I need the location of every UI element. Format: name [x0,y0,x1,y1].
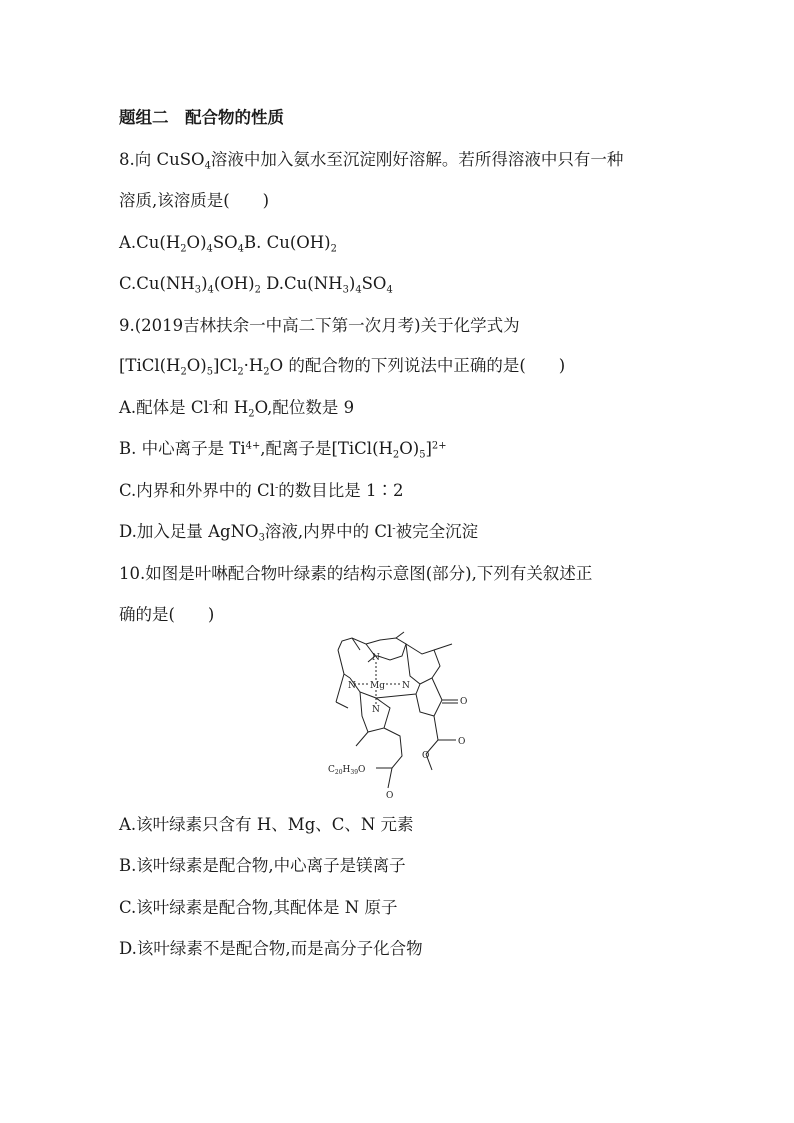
chlorophyll-structure-svg [330,628,480,808]
bond-ester-1 [434,716,438,740]
chain-label: $C_{20}H_{39}O$ [328,765,366,776]
bond-ring-1 [338,638,375,662]
q10-stem-line1: 10.如图是叶啉配合物叶绿素的结构示意图(部分),下列有关叙述正 [119,564,593,583]
q9-option-d: D.加入足量 AgNO$_3$溶液,内界中的 Cl-被完全沉淀 [119,522,479,544]
chlorophyll-structure-figure [330,628,480,808]
atom-n-right: N [402,681,410,691]
q10-option-c: C.该叶绿素是配合物,其配体是 N 原子 [119,898,398,917]
section-title: 题组二 配合物的性质 [119,108,284,127]
q9-stem-line2: $[TiCl(H_2O)_5]Cl_2\cdot H_2O$ 的配合物的下列说法中正确的是( ) [119,356,566,378]
bond-methyl-right [434,644,452,650]
bond-bridge [376,694,416,698]
q10-option-b: B.该叶绿素是配合物,中心离子是镁离子 [119,856,406,875]
atom-n-bottom: N [372,705,380,715]
bond-methyl-bottom [356,732,368,746]
bond-left-to-n [344,674,350,678]
q9-option-b: B. 中心离子是 $Ti^{4+}$,配离子是$[TiCl(H_2O)_5]^{2+}$ [119,439,447,461]
q8-stem-line2: 溶质,该溶质是( ) [119,191,270,210]
q10-option-a: A.该叶绿素只含有 H、Mg、C、N 元素 [119,815,414,834]
q9-option-a: A.配体是 Cl-和 $H_2O$,配位数是 9 [119,398,355,420]
q8-stem-line1: 8.向 CuSO$_4$溶液中加入氨水至沉淀刚好溶解。若所得溶液中只有一种 [119,150,624,172]
atom-o-methoxy: O [422,751,430,761]
bond-methyl-top [396,632,404,638]
bond-left-chain [338,650,344,674]
bond-propionate [384,728,402,788]
q10-option-d: D.该叶绿素不是配合物,而是高分子化合物 [119,939,423,958]
bond-left-lower [336,674,344,702]
atom-n-left: N [348,681,356,691]
q10-stem-line2: 确的是( ) [119,605,215,624]
atom-mg: Mg [370,681,385,691]
q9-stem-line1: 9.(2019吉林扶余一中高二下第一次月考)关于化学式为 [119,316,520,335]
atom-o-carbonyl: O [386,791,394,801]
atom-o-ester: O [458,737,466,747]
bond-left-lower-2 [336,702,348,708]
atom-n-top: N [372,653,380,663]
q8-options-cd: $C.Cu(NH_3)_4(OH)_2$ $D.Cu(NH_3)_4SO_4$ [119,274,393,296]
q9-option-c: C.内界和外界中的 Cl-的数目比是 1∶2 [119,481,404,500]
atom-o-ketone: O [460,697,468,707]
q8-options-ab: $A.Cu(H_2O)_4SO_4B$. $Cu(OH)_2$ [119,233,337,255]
